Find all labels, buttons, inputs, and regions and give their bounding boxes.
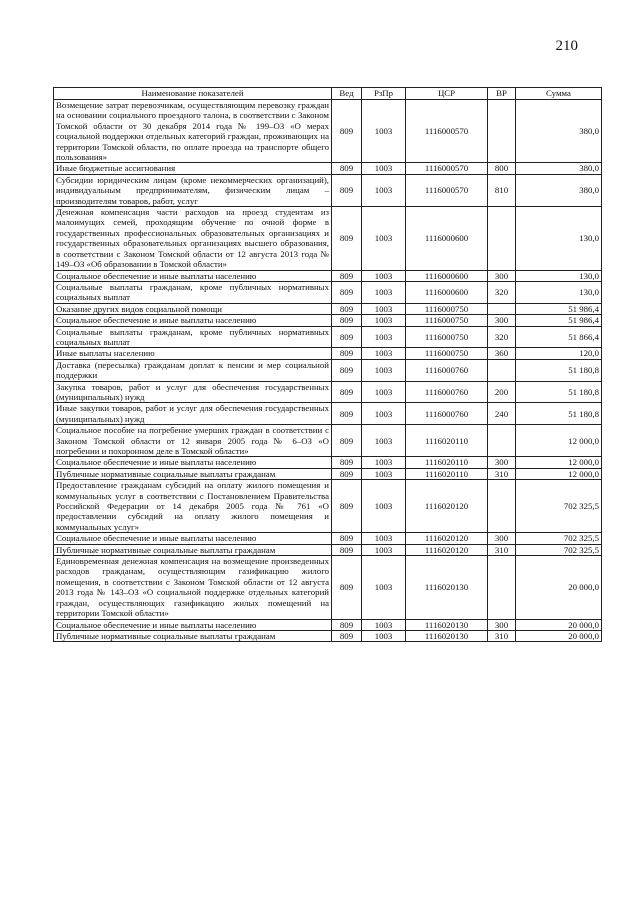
header-csr: ЦСР xyxy=(406,88,488,100)
cell-sum: 51 986,4 xyxy=(516,303,602,314)
cell-rzpr: 1003 xyxy=(362,270,406,281)
table-row xyxy=(54,468,602,479)
table-row xyxy=(54,163,602,174)
cell-vr: 310 xyxy=(488,468,516,479)
cell-rzpr: 1003 xyxy=(362,619,406,630)
cell-ved: 809 xyxy=(332,348,362,359)
table-row xyxy=(54,270,602,281)
cell-name: Иные закупки товаров, работ и услуг для обеспечения государственных (муниципальных) нужд xyxy=(54,403,332,425)
cell-rzpr: 1003 xyxy=(362,425,406,457)
cell-rzpr: 1003 xyxy=(362,163,406,174)
cell-name: Социальное пособие на погребение умерших граждан в соответствии с Законом Томской области от 12 января 2005 года № 6–ОЗ «О погребении и похоронном деле в Томской области» xyxy=(54,425,332,457)
cell-vr: 200 xyxy=(488,381,516,403)
table-row xyxy=(54,544,602,555)
cell-ved: 809 xyxy=(332,544,362,555)
table-row xyxy=(54,174,602,206)
cell-csr: 1116000570 xyxy=(406,100,488,163)
budget-table xyxy=(53,87,602,642)
cell-csr: 1116020110 xyxy=(406,457,488,468)
cell-name: Социальные выплаты гражданам, кроме публичных нормативных социальных выплат xyxy=(54,326,332,348)
cell-rzpr: 1003 xyxy=(362,315,406,326)
cell-sum: 380,0 xyxy=(516,163,602,174)
cell-name: Социальное обеспечение и иные выплаты населению xyxy=(54,619,332,630)
cell-vr xyxy=(488,359,516,381)
cell-ved: 809 xyxy=(332,207,362,270)
page-number: 210 xyxy=(555,38,578,54)
cell-name: Возмещение затрат перевозчикам, осуществляющим перевозку граждан на основании социального проездного талона, в соответствии с Законом Томской области от 30 декабря 2014 года № 199–ОЗ «О мерах социальной поддержки отдельных категорий граждан, проживающих на территории Томской области, по оплате проезда на транспорте общего пользования» xyxy=(54,100,332,163)
cell-vr: 310 xyxy=(488,544,516,555)
cell-name: Субсидии юридическим лицам (кроме некоммерческих организаций), индивидуальным предпринимателям, физическим лицам – производителям товаров, работ, услуг xyxy=(54,174,332,206)
cell-sum: 51 986,4 xyxy=(516,315,602,326)
cell-name: Публичные нормативные социальные выплаты гражданам xyxy=(54,544,332,555)
table-row xyxy=(54,359,602,381)
table-row xyxy=(54,403,602,425)
cell-ved: 809 xyxy=(332,100,362,163)
cell-rzpr: 1003 xyxy=(362,533,406,544)
table-row xyxy=(54,381,602,403)
cell-name: Предоставление гражданам субсидий на оплату жилого помещения и коммунальных услуг в соответствии с Постановлением Правительства Российской Федерации от 14 декабря 2005 года № 761 «О предоставлении субсидий на оплату жилого помещения и коммунальных услуг» xyxy=(54,480,332,533)
cell-name: Социальное обеспечение и иные выплаты населению xyxy=(54,533,332,544)
cell-sum: 20 000,0 xyxy=(516,556,602,619)
cell-csr: 1116020110 xyxy=(406,425,488,457)
cell-name: Иные бюджетные ассигнования xyxy=(54,163,332,174)
table-header-row xyxy=(54,88,602,100)
cell-csr: 1116020120 xyxy=(406,480,488,533)
cell-rzpr: 1003 xyxy=(362,381,406,403)
header-sum: Сумма xyxy=(516,88,602,100)
cell-rzpr: 1003 xyxy=(362,544,406,555)
cell-ved: 809 xyxy=(332,619,362,630)
cell-csr: 1116000600 xyxy=(406,281,488,303)
cell-rzpr: 1003 xyxy=(362,174,406,206)
table-row xyxy=(54,457,602,468)
cell-csr: 1116000600 xyxy=(406,270,488,281)
cell-sum: 130,0 xyxy=(516,270,602,281)
table-row xyxy=(54,533,602,544)
header-name: Наименование показателей xyxy=(54,88,332,100)
cell-sum: 20 000,0 xyxy=(516,630,602,641)
table-row xyxy=(54,425,602,457)
cell-vr: 300 xyxy=(488,457,516,468)
cell-csr: 1116000750 xyxy=(406,348,488,359)
cell-csr: 1116000760 xyxy=(406,403,488,425)
cell-csr: 1116000750 xyxy=(406,315,488,326)
cell-name: Единовременная денежная компенсация на возмещение произведенных расходов гражданам, осуществляющим газификацию жилого помещения, в соответствии с Законом Томской области от 12 августа 2013 года № 143–ОЗ «О социальной поддержке отдельных категорий граждан, осуществляющих газификацию жилых помещений на территории Томской области» xyxy=(54,556,332,619)
cell-rzpr: 1003 xyxy=(362,468,406,479)
cell-ved: 809 xyxy=(332,533,362,544)
cell-name: Социальное обеспечение и иные выплаты населению xyxy=(54,457,332,468)
cell-csr: 1116020110 xyxy=(406,468,488,479)
header-ved: Вед xyxy=(332,88,362,100)
cell-vr xyxy=(488,425,516,457)
cell-vr xyxy=(488,207,516,270)
table-row xyxy=(54,100,602,163)
cell-name: Иные выплаты населению xyxy=(54,348,332,359)
table-row xyxy=(54,303,602,314)
cell-vr: 800 xyxy=(488,163,516,174)
cell-sum: 120,0 xyxy=(516,348,602,359)
cell-ved: 809 xyxy=(332,480,362,533)
cell-ved: 809 xyxy=(332,174,362,206)
cell-ved: 809 xyxy=(332,468,362,479)
cell-rzpr: 1003 xyxy=(362,281,406,303)
cell-csr: 1116020130 xyxy=(406,619,488,630)
table-row xyxy=(54,281,602,303)
cell-ved: 809 xyxy=(332,457,362,468)
cell-ved: 809 xyxy=(332,630,362,641)
cell-vr: 360 xyxy=(488,348,516,359)
cell-vr: 300 xyxy=(488,315,516,326)
cell-ved: 809 xyxy=(332,270,362,281)
cell-ved: 809 xyxy=(332,315,362,326)
cell-name: Социальное обеспечение и иные выплаты населению xyxy=(54,315,332,326)
cell-csr: 1116020120 xyxy=(406,533,488,544)
cell-vr xyxy=(488,303,516,314)
cell-rzpr: 1003 xyxy=(362,100,406,163)
cell-rzpr: 1003 xyxy=(362,303,406,314)
cell-csr: 1116000570 xyxy=(406,174,488,206)
cell-ved: 809 xyxy=(332,425,362,457)
cell-rzpr: 1003 xyxy=(362,359,406,381)
cell-rzpr: 1003 xyxy=(362,480,406,533)
cell-vr: 300 xyxy=(488,619,516,630)
cell-ved: 809 xyxy=(332,303,362,314)
cell-csr: 1116020120 xyxy=(406,544,488,555)
cell-ved: 809 xyxy=(332,281,362,303)
cell-ved: 809 xyxy=(332,163,362,174)
cell-sum: 51 180,8 xyxy=(516,359,602,381)
cell-rzpr: 1003 xyxy=(362,630,406,641)
cell-name: Оказание других видов социальной помощи xyxy=(54,303,332,314)
cell-sum: 702 325,5 xyxy=(516,533,602,544)
cell-name: Социальные выплаты гражданам, кроме публичных нормативных социальных выплат xyxy=(54,281,332,303)
cell-vr xyxy=(488,480,516,533)
cell-csr: 1116000600 xyxy=(406,207,488,270)
cell-sum: 51 180,8 xyxy=(516,381,602,403)
cell-sum: 702 325,5 xyxy=(516,544,602,555)
cell-sum: 51 180,8 xyxy=(516,403,602,425)
cell-vr: 320 xyxy=(488,326,516,348)
cell-ved: 809 xyxy=(332,359,362,381)
cell-csr: 1116020130 xyxy=(406,630,488,641)
cell-vr: 300 xyxy=(488,270,516,281)
cell-sum: 130,0 xyxy=(516,281,602,303)
cell-sum: 12 000,0 xyxy=(516,457,602,468)
cell-vr: 300 xyxy=(488,533,516,544)
table-body xyxy=(54,100,602,642)
cell-rzpr: 1003 xyxy=(362,326,406,348)
cell-vr: 810 xyxy=(488,174,516,206)
cell-rzpr: 1003 xyxy=(362,207,406,270)
cell-name: Публичные нормативные социальные выплаты гражданам xyxy=(54,630,332,641)
cell-sum: 12 000,0 xyxy=(516,425,602,457)
cell-name: Социальное обеспечение и иные выплаты населению xyxy=(54,270,332,281)
cell-sum: 20 000,0 xyxy=(516,619,602,630)
cell-rzpr: 1003 xyxy=(362,348,406,359)
cell-ved: 809 xyxy=(332,556,362,619)
cell-sum: 702 325,5 xyxy=(516,480,602,533)
cell-csr: 1116000750 xyxy=(406,303,488,314)
cell-ved: 809 xyxy=(332,326,362,348)
cell-csr: 1116000760 xyxy=(406,381,488,403)
cell-name: Доставка (пересылка) гражданам доплат к пенсии и мер социальной поддержки xyxy=(54,359,332,381)
cell-name: Закупка товаров, работ и услуг для обеспечения государственных (муниципальных) нужд xyxy=(54,381,332,403)
cell-sum: 130,0 xyxy=(516,207,602,270)
cell-rzpr: 1003 xyxy=(362,457,406,468)
table-row xyxy=(54,619,602,630)
cell-name: Денежная компенсация части расходов на проезд студентам из малоимущих семей, проходящим обучение по очной форме в государственных профессиональных образовательных организациях и государственных образовательных организациях высшего образования, в соответствии с Законом Томской области от 12 августа 2013 года № 149–ОЗ «Об образовании в Томской области» xyxy=(54,207,332,270)
cell-vr: 240 xyxy=(488,403,516,425)
cell-rzpr: 1003 xyxy=(362,403,406,425)
cell-sum: 380,0 xyxy=(516,174,602,206)
header-rzpr: РзПр xyxy=(362,88,406,100)
cell-csr: 1116020130 xyxy=(406,556,488,619)
cell-sum: 12 000,0 xyxy=(516,468,602,479)
table-row xyxy=(54,207,602,270)
table-row xyxy=(54,630,602,641)
cell-csr: 1116000760 xyxy=(406,359,488,381)
cell-csr: 1116000570 xyxy=(406,163,488,174)
cell-vr xyxy=(488,100,516,163)
table-row xyxy=(54,326,602,348)
cell-sum: 51 866,4 xyxy=(516,326,602,348)
cell-name: Публичные нормативные социальные выплаты гражданам xyxy=(54,468,332,479)
table-row xyxy=(54,480,602,533)
table-row xyxy=(54,556,602,619)
table-row xyxy=(54,348,602,359)
cell-vr: 320 xyxy=(488,281,516,303)
header-vr: ВР xyxy=(488,88,516,100)
cell-vr: 310 xyxy=(488,630,516,641)
cell-sum: 380,0 xyxy=(516,100,602,163)
cell-csr: 1116000750 xyxy=(406,326,488,348)
table-row xyxy=(54,315,602,326)
cell-rzpr: 1003 xyxy=(362,556,406,619)
cell-ved: 809 xyxy=(332,381,362,403)
cell-ved: 809 xyxy=(332,403,362,425)
cell-vr xyxy=(488,556,516,619)
